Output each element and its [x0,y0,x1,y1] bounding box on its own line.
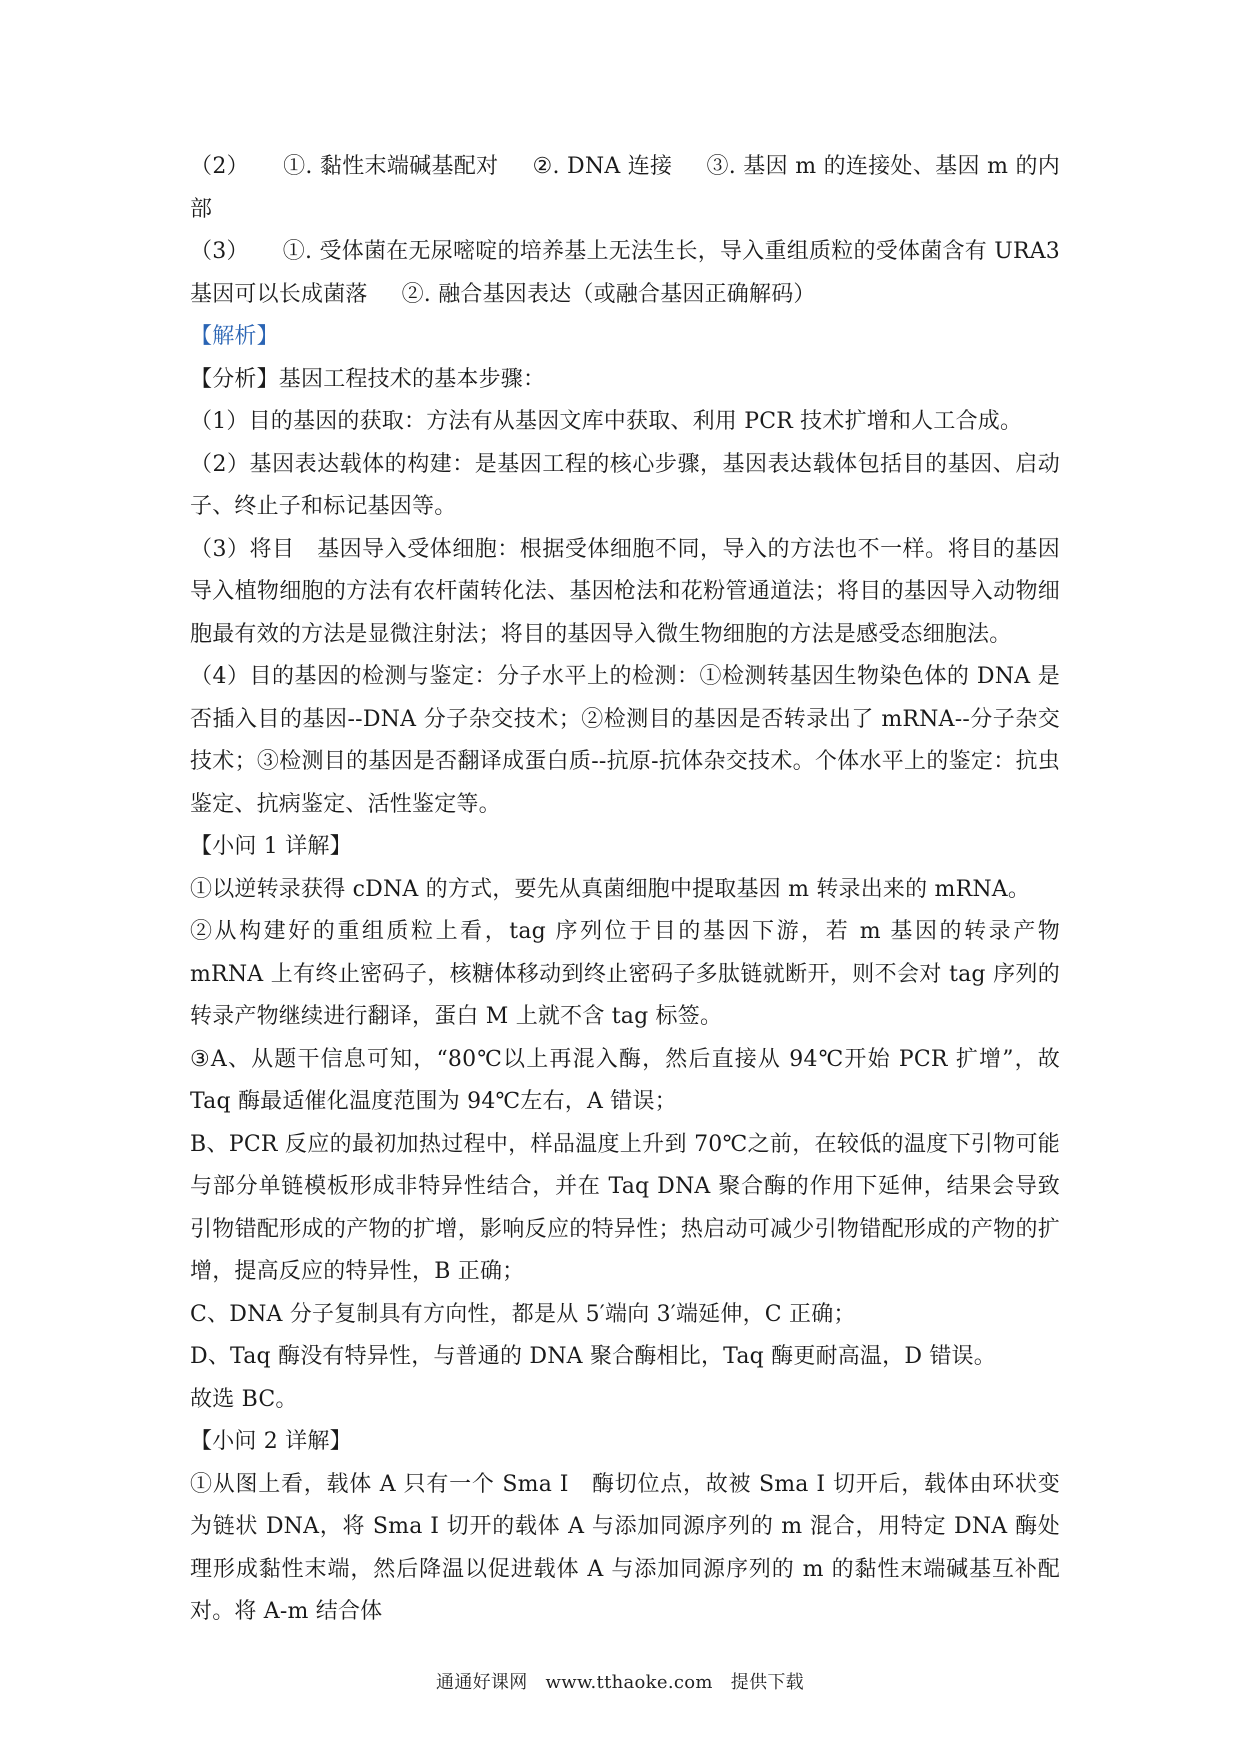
analysis-step-4: （4）目的基因的检测与鉴定：分子水平上的检测：①检测转基因生物染色体的 DNA 是否插入目的基因--DNA 分子杂交技术；②检测目的基因是否转录出了 mRNA--分子杂交技术；③检测目的基因是否翻译成蛋白质--抗原-抗体杂交技术。个体水平上的鉴定：抗虫鉴定、抗病鉴定、活性鉴定等。 [190,664,1060,817]
q2-detail-title: 【小问 2 详解】 [190,1429,352,1454]
q1-detail-option-d: D、Taq 酶没有特异性，与普通的 DNA 聚合酶相比，Taq 酶更耐高温，D 错误。 [190,1344,996,1369]
answer-q2 [190,146,1060,231]
q2-detail-para-1: ①从图上看，载体 A 只有一个 Sma I 酶切位点，故被 Sma I 切开后，载体由环状变为链状 DNA，将 Sma I 切开的载体 A 与添加同源序列的 m 混合，用特定 DNA 酶处理形成黏性末端，然后降温以促进载体 A 与添加同源序列的 m 的黏性末端碱基互补配对。将 A-m 结合体 [190,1471,1060,1624]
answer-q3-part2: ②. 融合基因表达（或融合基因正确解码） [401,281,816,307]
answer-q3-part1: ①. 受体菌在无尿嘧啶的培养基上无法生长，导入重组质粒的受体菌含有 URA3 基因可以长成菌落 [190,239,1060,307]
footer-note: 提供下载 [730,1672,804,1693]
q1-detail-option-b: B、PCR 反应的最初加热过程中，样品温度上升到 70℃之前，在较低的温度下引物可能与部分单链模板形成非特异性结合，并在 Taq DNA 聚合酶的作用下延伸，结果会导致引物错配形成的产物的扩增，影响反应的特异性；热启动可减少引物错配形成的产物的扩增，提高反应的特异性，B 正确； [190,1131,1060,1284]
footer-url: www.tthaoke.com [545,1672,713,1693]
answer-q3-number: （3） [190,239,249,264]
analysis-step-1: （1）目的基因的获取：方法有从基因文库中获取、利用 PCR 技术扩增和人工合成。 [190,409,1023,434]
analysis-step-3: （3）将目 基因导入受体细胞：根据受体细胞不同，导入的方法也不一样。将目的基因导入植物细胞的方法有农杆菌转化法、基因枪法和花粉管通道法；将目的基因导入动物细胞最有效的方法是显微注射法；将目的基因导入微生物细胞的方法是感受态细胞法。 [190,536,1060,647]
page-footer [0,1668,1240,1694]
answer-q2-part2: ②. DNA 连接 [532,154,673,179]
q1-detail-option-c: C、DNA 分子复制具有方向性，都是从 5′端向 3′端延伸，C 正确； [190,1301,856,1327]
answer-q2-part1: ①. 黏性末端碱基配对 [282,154,499,179]
analysis-title: 【分析】基因工程技术的基本步骤： [190,366,546,392]
q1-detail-conclusion: 故选 BC。 [190,1386,298,1412]
footer-site-name: 通通好课网 [436,1672,528,1693]
q1-detail-title: 【小问 1 详解】 [190,834,352,859]
answer-q3 [190,231,1060,316]
q1-detail-para-2: ②从构建好的重组质粒上看，tag 序列位于目的基因下游，若 m 基因的转录产物 mRNA 上有终止密码子，核糖体移动到终止密码子多肽链就断开，则不会对 tag 序列的转录产物继续进行翻译，蛋白 M 上就不含 tag 标签。 [190,919,1060,1029]
answer-q2-number: （2） [190,154,249,179]
q1-detail-para-3: ③A、从题干信息可知，“80℃以上再混入酶，然后直接从 94℃开始 PCR 扩增”，故 Taq 酶最适催化温度范围为 94℃左右，A 错误； [190,1046,1060,1114]
q1-detail-para-1: ①以逆转录获得 cDNA 的方式，要先从真菌细胞中提取基因 m 转录出来的 mRNA。 [190,876,1031,902]
analysis-step-2: （2）基因表达载体的构建：是基因工程的核心步骤，基因表达载体包括目的基因、启动子、终止子和标记基因等。 [190,451,1060,519]
jiexi-heading: 【解析】 [190,324,279,349]
page-content [190,146,1060,1634]
answer-q2-part3: ③. 基因 m 的连接处、基因 m 的内部 [190,154,1061,222]
